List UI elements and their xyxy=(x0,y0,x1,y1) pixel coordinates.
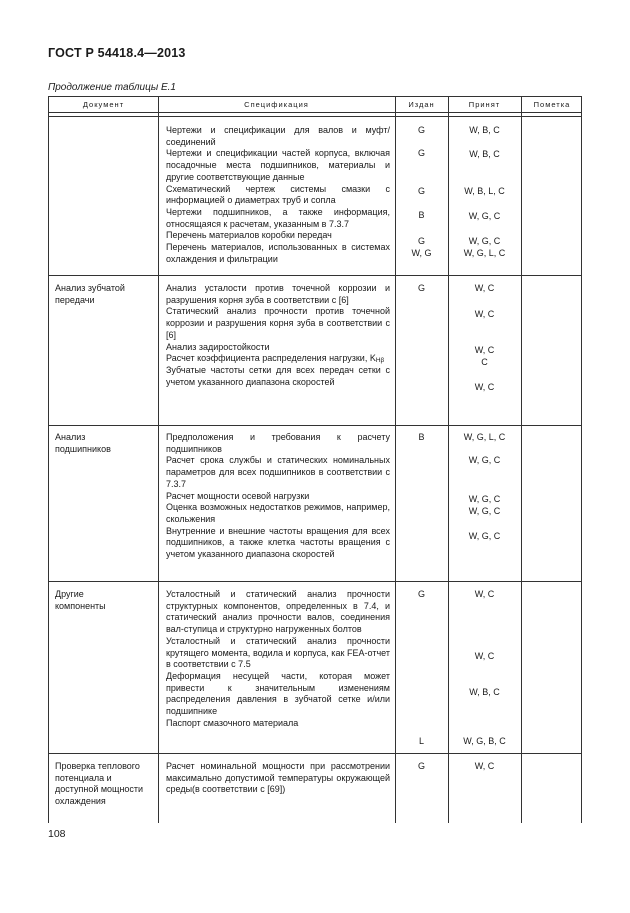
accepted-value: W, G, C xyxy=(468,455,501,465)
specification-cell xyxy=(166,125,390,265)
issued-value: G xyxy=(417,148,425,158)
accepted-value: W, G, C xyxy=(468,506,501,516)
header-rule xyxy=(49,112,581,113)
spec-entry xyxy=(166,353,390,365)
accepted-value: W, G, C xyxy=(468,236,501,246)
accepted-value: W, G, B, C xyxy=(463,736,506,746)
issued-value: G xyxy=(417,283,425,293)
accepted-value: C xyxy=(481,357,488,367)
issued-value: G xyxy=(417,761,425,771)
document-cell: Анализ подшипников xyxy=(55,432,111,454)
row-divider xyxy=(49,275,581,276)
spec-entry: Статический анализ прочности против точечной коррозии и разрушения корня зуба в соответствии с [6] xyxy=(166,306,390,340)
row-divider xyxy=(49,753,581,754)
accepted-value: W, C xyxy=(474,651,495,661)
issued-value: G xyxy=(417,186,425,196)
accepted-value: W, C xyxy=(474,589,495,599)
header-note: Пометка xyxy=(533,100,571,109)
accepted-value: W, G, C xyxy=(468,494,501,504)
table-caption: Продолжение таблицы Е.1 xyxy=(48,82,176,93)
specification-cell xyxy=(166,283,390,388)
specification-cell xyxy=(166,761,390,796)
issued-value: G xyxy=(417,236,425,246)
accepted-value: W, C xyxy=(474,309,495,319)
column-divider xyxy=(158,97,159,823)
spec-subscript: Hβ xyxy=(375,357,385,365)
spec-entry: Предположения и требования к расчету подшипников xyxy=(166,432,390,454)
spec-entry: Усталостный и статический анализ прочности структурных компонентов, определенных в 7.4, и статический анализ прочности валов, соединения вал-ступица и структурно нагруженных болтов xyxy=(166,589,390,635)
spec-entry: Чертежи и спецификации частей корпуса, включая посадочные места подшипников, материалы и другие соответствующие данные xyxy=(166,148,390,182)
header-rule xyxy=(49,116,581,117)
spec-entry: Деформация несущей части, которая может привести к значительным изменениям распределения давления в зубчатой сетке и/или подшипнике xyxy=(166,670,390,717)
row-divider xyxy=(49,425,581,426)
issued-value: L xyxy=(418,736,424,746)
issued-value: W, G xyxy=(411,248,432,258)
accepted-value: W, B, C xyxy=(469,149,500,159)
accepted-value: W, C xyxy=(474,345,495,355)
column-divider xyxy=(395,97,396,823)
header-document: Документ xyxy=(82,100,125,109)
accepted-value: W, G, L, C xyxy=(463,432,506,442)
accepted-value: W, B, C xyxy=(469,687,500,697)
column-divider xyxy=(521,97,522,823)
accepted-value: W, C xyxy=(474,382,495,392)
spec-entry: Перечень материалов коробки передач xyxy=(166,230,332,241)
spec-entry: Чертежи и спецификации для валов и муфт/соединений xyxy=(166,125,390,147)
issued-value: B xyxy=(418,432,425,442)
issued-value: B xyxy=(418,210,425,220)
spec-entry: Анализ задиростойкости xyxy=(166,341,270,352)
spec-entry: Паспорт смазочного материала xyxy=(166,717,299,728)
row-divider xyxy=(49,581,581,582)
spec-entry: Схематический чертеж системы смазки с информацией о диаметрах труб и сопла xyxy=(166,183,390,206)
spec-entry: Внутренние и внешние частоты вращения для всех подшипников, а также клетка частоты вращения с учетом указанного диапазона скоростей xyxy=(166,525,390,560)
spec-text: Расчет коэффициента распределения нагрузки, K xyxy=(166,353,376,364)
spec-entry: Анализ усталости против точечной коррозии и разрушения корня зуба в соответствии с [6] xyxy=(166,283,390,305)
accepted-value: W, G, C xyxy=(468,211,501,221)
standard-title: ГОСТ Р 54418.4—2013 xyxy=(48,46,186,60)
spec-entry: Усталостный и статический анализ прочности крутящего момента, водила и корпуса, как FEA-отчет в соответствии с 7.5 xyxy=(166,635,390,670)
spec-entry: Чертежи подшипников, а также информация, относящаяся к расчетам, указанным в 7.3.7 xyxy=(166,206,390,229)
spec-entry: Оценка возможных недостатков режимов, например, скольжения xyxy=(166,502,390,524)
spec-entry: Расчет номинальной мощности при рассмотрении максимально допустимой температуры окружающей среды(в соответствии с [69]) xyxy=(166,761,390,795)
spec-entry: Расчет срока службы и статических номинальных параметров для всех подшипников в соответствии с 7.3.7 xyxy=(166,455,390,489)
header-accepted: Принят xyxy=(468,100,501,109)
document-cell: Анализ зубчатой передачи xyxy=(55,283,125,305)
issued-value: G xyxy=(417,125,425,135)
specification-cell xyxy=(166,432,390,561)
spec-entry: Перечень материалов, использованных в системах охлаждения и фильтрации xyxy=(166,242,390,264)
accepted-value: W, B, C xyxy=(469,125,500,135)
issued-value: G xyxy=(417,589,425,599)
header-specification: Спецификация xyxy=(244,100,309,109)
accepted-value: W, B, L, C xyxy=(464,186,505,196)
accepted-value: W, C xyxy=(474,283,495,293)
header-issued: Издан xyxy=(408,100,435,109)
data-table xyxy=(48,96,582,823)
document-cell: Проверка теплового потенциала и доступной мощности охлаждения xyxy=(55,761,144,807)
spec-entry: Зубчатые частоты сетки для всех передач сетки с учетом указанного диапазона скоростей xyxy=(166,364,390,387)
document-cell: Другие компоненты xyxy=(55,589,106,611)
page-number: 108 xyxy=(48,828,66,840)
accepted-value: W, G, L, C xyxy=(463,248,506,258)
accepted-value: W, G, C xyxy=(468,531,501,541)
specification-cell xyxy=(166,589,390,729)
spec-entry: Расчет мощности осевой нагрузки xyxy=(166,490,310,501)
accepted-value: W, C xyxy=(474,761,495,771)
